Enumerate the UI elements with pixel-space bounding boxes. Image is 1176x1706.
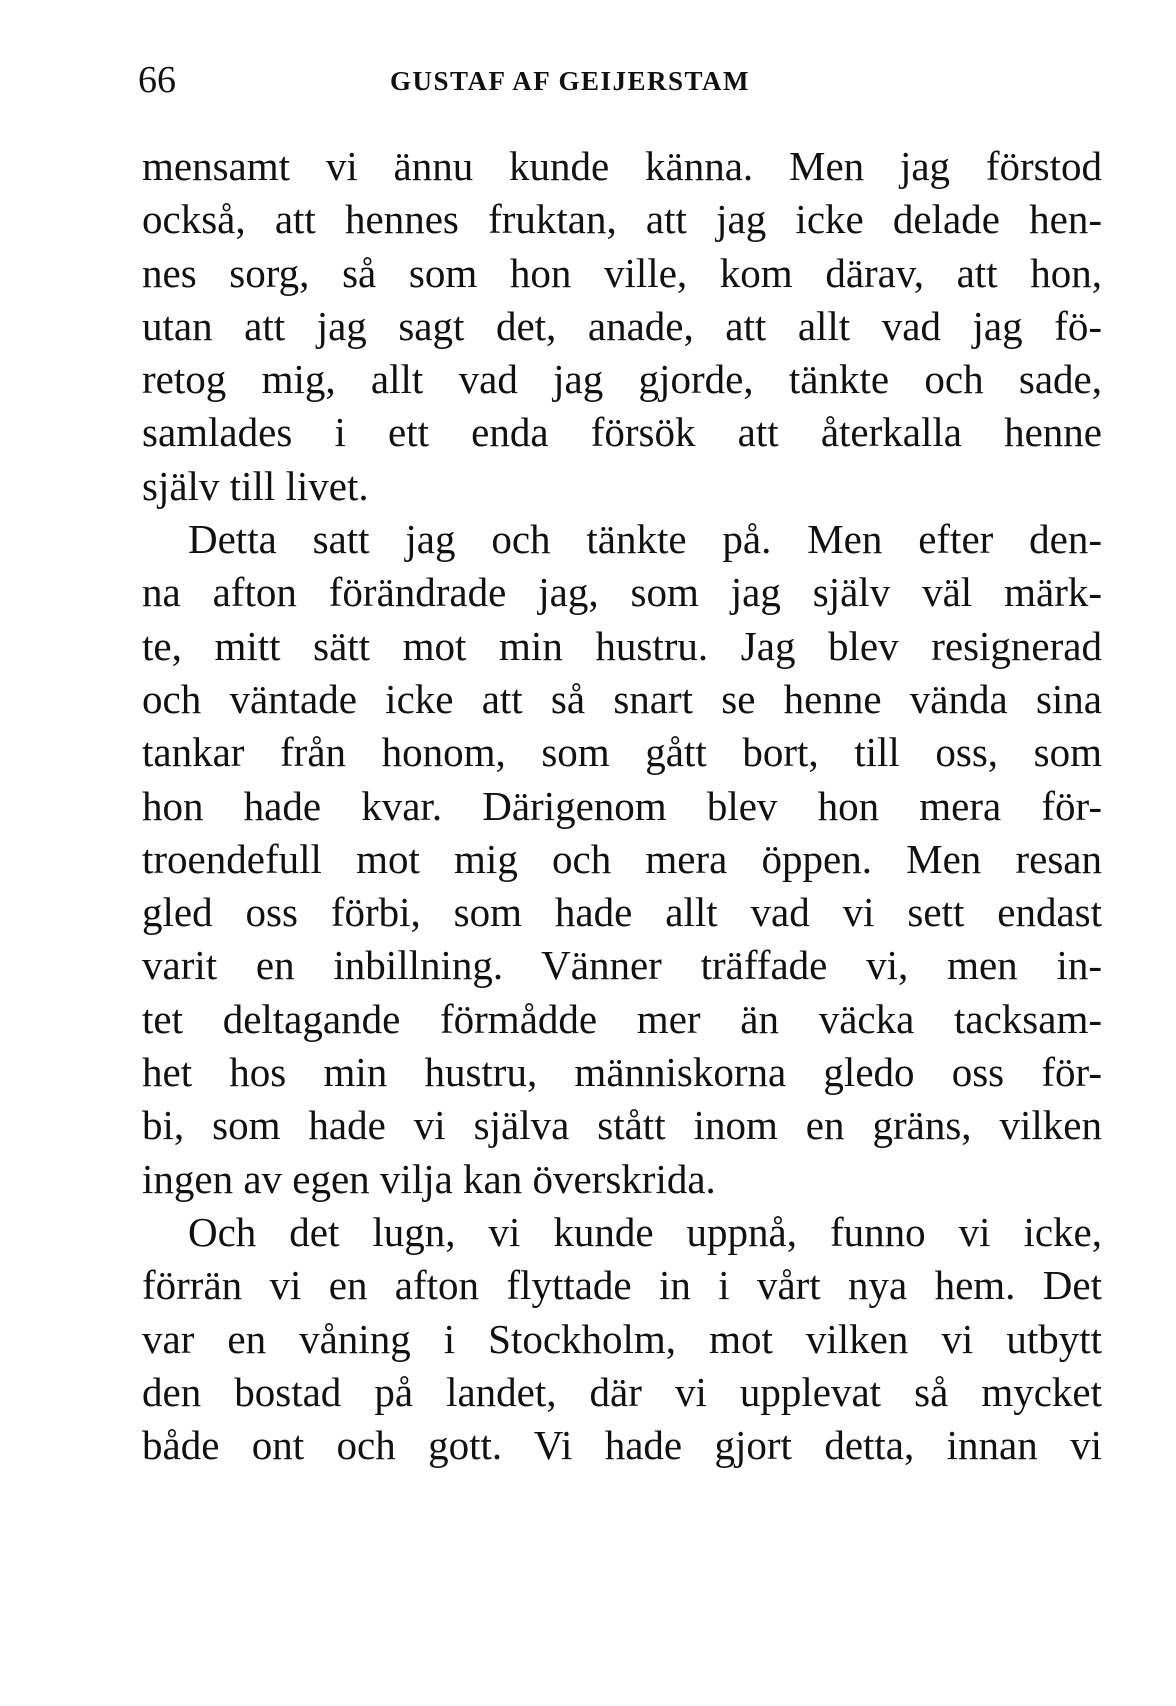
text-line: nes sorg, så som hon ville, kom därav, att hon,: [142, 249, 1102, 296]
text-line: mensamt vi ännu kunde känna. Men jag förstod: [142, 143, 1102, 189]
text-line: utan att jag sagt det, anade, att allt vad jag fö-: [142, 302, 1102, 349]
text-line: gled oss förbi, som hade allt vad vi sett endast: [142, 889, 1102, 936]
text-line: själv till livet.: [142, 462, 369, 509]
text-line: tet deltagande förmådde mer än väcka tacksam-: [142, 995, 1102, 1042]
text-line: Detta satt jag och tänkte på. Men efter den-: [188, 516, 1102, 563]
page-number: 66: [138, 59, 176, 101]
text-line: varit en inbillning. Vänner träffade vi, men in-: [142, 942, 1102, 989]
text-line: tankar från honom, som gått bort, till oss, som: [142, 729, 1102, 776]
text-line: både ont och gott. Vi hade gjort detta, innan vi: [142, 1422, 1102, 1469]
running-title: GUSTAF AF GEIJERSTAM: [390, 66, 751, 96]
text-line: var en våning i Stockholm, mot vilken vi utbytt: [142, 1315, 1102, 1362]
text-line: ingen av egen vilja kan överskrida.: [142, 1155, 716, 1202]
body-text: [142, 140, 1102, 1472]
text-line: na afton förändrade jag, som jag själv väl märk-: [142, 569, 1102, 616]
text-line: het hos min hustru, människorna gledo oss för-: [142, 1049, 1102, 1096]
text-line: troendefull mot mig och mera öppen. Men resan: [142, 835, 1102, 882]
text-line: retog mig, allt vad jag gjorde, tänkte och sade,: [142, 356, 1102, 403]
text-line: Och det lugn, vi kunde uppnå, funno vi icke,: [188, 1208, 1102, 1255]
text-line: den bostad på landet, där vi upplevat så mycket: [142, 1368, 1102, 1415]
text-line: och väntade icke att så snart se henne vända sina: [142, 675, 1102, 722]
text-line: samlades i ett enda försök att återkalla henne: [142, 409, 1102, 456]
text-line: te, mitt sätt mot min hustru. Jag blev resignerad: [142, 622, 1102, 669]
text-line: förrän vi en afton flyttade in i vårt nya hem. Det: [142, 1262, 1102, 1309]
text-line: också, att hennes fruktan, att jag icke delade hen-: [142, 196, 1102, 243]
text-line: bi, som hade vi själva stått inom en gräns, vilken: [142, 1102, 1102, 1149]
text-line: hon hade kvar. Därigenom blev hon mera för-: [142, 782, 1102, 829]
